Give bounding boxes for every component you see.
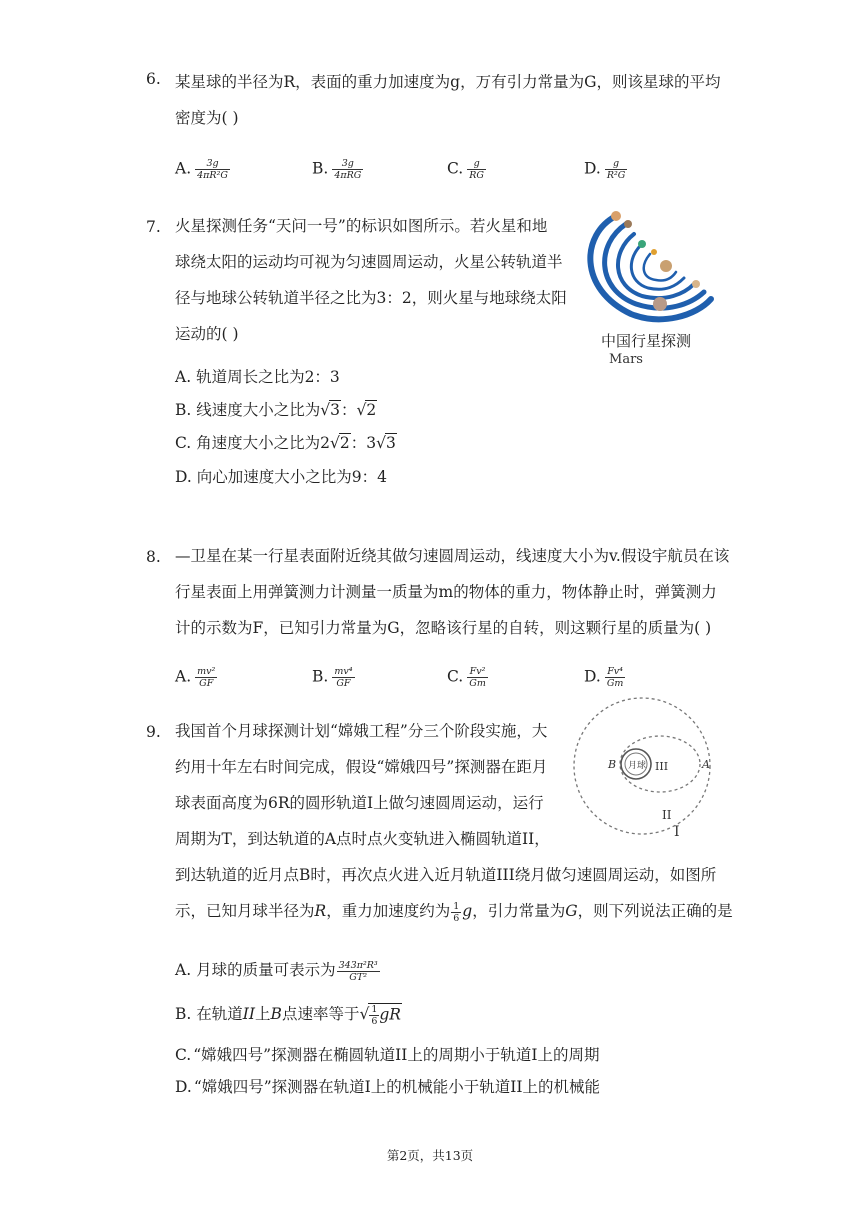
option-b[interactable]: B. 在轨道II上B点速率等于√ $\frac{1}{6}$ gR	[175, 1003, 401, 1027]
option-d[interactable]: D. $\frac{\text{Fv⁴}}{Gm}$	[584, 666, 624, 689]
option-a[interactable]: A. $\frac{3g}{\text{4πR²G}}$	[175, 158, 228, 181]
option-d[interactable]: D. “嫦娥四号”探测器在轨道I上的机械能小于轨道II上的机械能	[175, 1078, 601, 1096]
option-a[interactable]: A. 月球的质量可表示为 $\frac{\text{343π²R³}}{\text{GT²}}$	[175, 959, 378, 983]
page-footer: 第2页，共13页	[386, 1148, 474, 1163]
question-stem-line: 约用十年左右时间完成，假设“嫦娥四号”探测器在距月	[175, 758, 548, 776]
logo-subtitle: Mars	[609, 352, 643, 367]
moon-label: 月球	[628, 761, 647, 771]
question-stem-line: 周期为T，到达轨道的A点时点火变轨进入椭圆轨道II，	[175, 830, 550, 848]
question-stem-line: 到达轨道的近月点B时，再次点火进入近月轨道III绕月做匀速圆周运动，如图所	[175, 866, 717, 884]
question-number: 7.	[146, 218, 161, 236]
option-c[interactable]: C. $\frac{g}{RG}$	[447, 158, 484, 181]
option-a[interactable]: A. 轨道周长之比为2：3	[175, 368, 340, 386]
question-number: 9.	[146, 723, 161, 741]
option-d[interactable]: D. $\frac{g}{\text{R²G}}$	[584, 158, 626, 181]
option-c[interactable]: C. $\frac{\text{Fv²}}{Gm}$	[447, 666, 486, 689]
logo-title: 中国行星探测	[600, 332, 691, 350]
question-number: 6.	[146, 70, 161, 88]
question-stem-line: 计的示数为F，已知引力常量为G，忽略该行星的自转，则这颗行星的质量为( )	[175, 619, 712, 637]
orbit-ii-label: II	[662, 808, 672, 822]
question-stem-line: 径与地球公转轨道半径之比为3：2，则火星与地球绕太阳	[175, 289, 567, 307]
question-stem-line: 示，已知月球半径为R，重力加速度约为 $\frac{1}{6}$ g，引力常量为G，则下列说法正确的是	[175, 900, 733, 924]
orbit-figure	[570, 694, 720, 844]
question-stem-line: —卫星在某一行星表面附近绕其做匀速圆周运动，线速度大小为v.假设宇航员在该	[175, 547, 730, 565]
question-stem-line: 行星表面上用弹簧测力计测量一质量为m的物体的重力，物体静止时，弹簧测力	[175, 583, 717, 601]
tianwen-logo	[576, 204, 716, 374]
option-b[interactable]: B. $\frac{3g}{\text{4πRG}}$	[312, 158, 362, 181]
question-stem-line: 球表面高度为6R的圆形轨道I上做匀速圆周运动，运行	[175, 794, 544, 812]
orbit-iii-label: III	[655, 760, 669, 773]
question-stem-line: 某星球的半径为R，表面的重力加速度为g，万有引力常量为G，则该星球的平均	[175, 73, 721, 91]
point-a-label: A	[702, 758, 710, 771]
mars-arcs-icon	[576, 204, 716, 334]
option-c[interactable]: C. “嫦娥四号”探测器在椭圆轨道II上的周期小于轨道I上的周期	[175, 1046, 600, 1064]
question-stem-line: 火星探测任务“天问一号”的标识如图所示。若火星和地	[175, 217, 548, 235]
question-stem-line: 球绕太阳的运动均可视为匀速圆周运动，火星公转轨道半	[175, 253, 563, 271]
question-stem-line: 密度为( )	[175, 109, 239, 127]
option-b[interactable]: B. 线速度大小之比为√3：√2	[175, 401, 377, 419]
point-b-label: B	[608, 758, 617, 771]
question-number: 8.	[146, 548, 161, 566]
option-c[interactable]: C. 角速度大小之比为2√2：3√3	[175, 434, 396, 452]
option-b[interactable]: B. $\frac{\text{mv⁴}}{GF}$	[312, 666, 353, 689]
option-a[interactable]: A. $\frac{\text{mv²}}{GF}$	[175, 666, 216, 689]
question-stem-line: 我国首个月球探测计划“嫦娥工程”分三个阶段实施，大	[175, 722, 548, 740]
option-d[interactable]: D. 向心加速度大小之比为9：4	[175, 468, 387, 486]
orbit-i-label: I	[674, 824, 680, 840]
question-stem-line: 运动的( )	[175, 325, 239, 343]
orbit-diagram	[570, 694, 720, 844]
